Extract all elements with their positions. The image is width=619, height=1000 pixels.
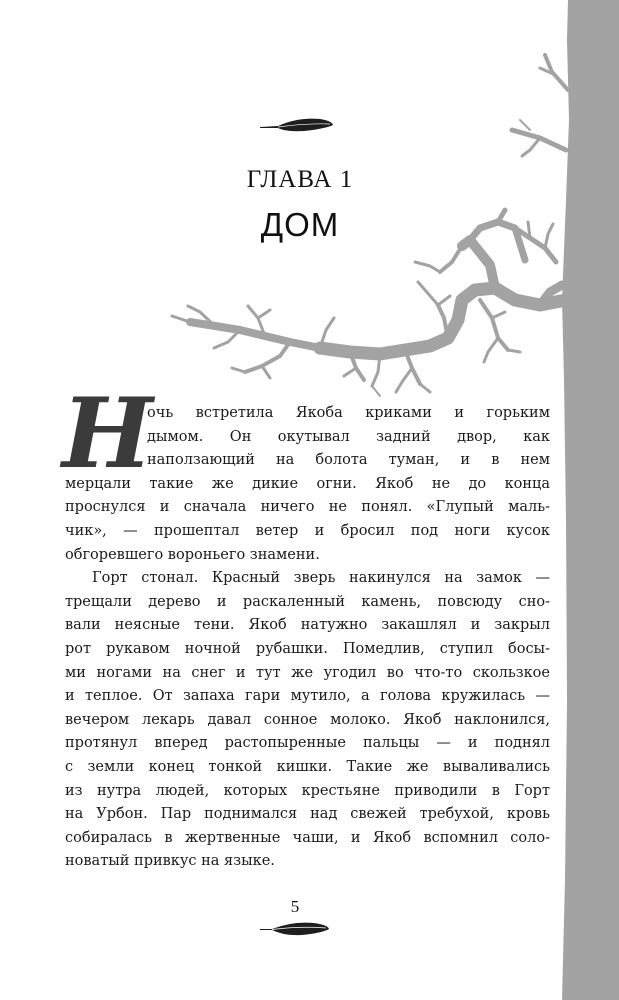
text-line: Горт стонал. Красный зверь накинулся на замок —	[92, 570, 550, 587]
text-line: новатый привкус на языке.	[65, 853, 275, 870]
text-line: вечером лекарь давал сонное молоко. Якоб наклонился,	[65, 711, 550, 728]
text-line: протянул вперед растопыренные пальцы — и поднял	[65, 735, 550, 752]
feather-icon	[258, 115, 334, 135]
text-line: наползающий на болота туман, и в нем	[147, 452, 550, 469]
text-line: рот рукавом ночной рубашки. Помедлив, ступил босы-	[65, 640, 550, 657]
text-line: дымом. Он окутывал задний двор, как	[147, 428, 550, 445]
text-line: ми ногами на снег и тут же угодил во что-то скользкое	[65, 664, 550, 681]
paragraph	[65, 402, 550, 567]
paragraph	[65, 567, 550, 874]
text-line: чик», — прошептал ветер и бросил под ноги кусок	[65, 522, 550, 539]
text-line: собиралась в жертвенные чаши, и Якоб вспомнил соло-	[65, 829, 550, 846]
chapter-title: ДОМ	[260, 206, 340, 243]
text-line: трещали дерево и раскаленный камень, повсюду сно-	[65, 593, 550, 610]
text-line: на Урбон. Пар поднимался над свежей требухой, кровь	[65, 806, 550, 823]
text-line: очь встретила Якоба криками и горьким	[147, 405, 550, 421]
text-line: мерцали такие же дикие огни. Якоб не до конца	[65, 475, 550, 492]
feather-icon	[258, 920, 330, 938]
page-number: 5	[290, 897, 300, 916]
text-line: из нутра людей, которых крестьяне приводили в Горт	[65, 782, 550, 799]
text-line: с земли конец тонкой кишки. Такие же вываливались	[65, 758, 550, 775]
drop-cap: Н	[62, 377, 153, 490]
text-line: проснулся и сначала ничего не понял. «Глупый маль-	[65, 499, 550, 516]
chapter-text	[65, 402, 550, 874]
text-line: вали неясные тени. Якоб натужно закашлял и закрыл	[65, 617, 550, 634]
text-line: и теплое. От запаха гари мутило, а голова кружилась —	[65, 688, 550, 705]
chapter-number: ГЛАВА 1	[246, 166, 354, 193]
text-line: обгоревшего вороньего знамени.	[65, 546, 320, 563]
